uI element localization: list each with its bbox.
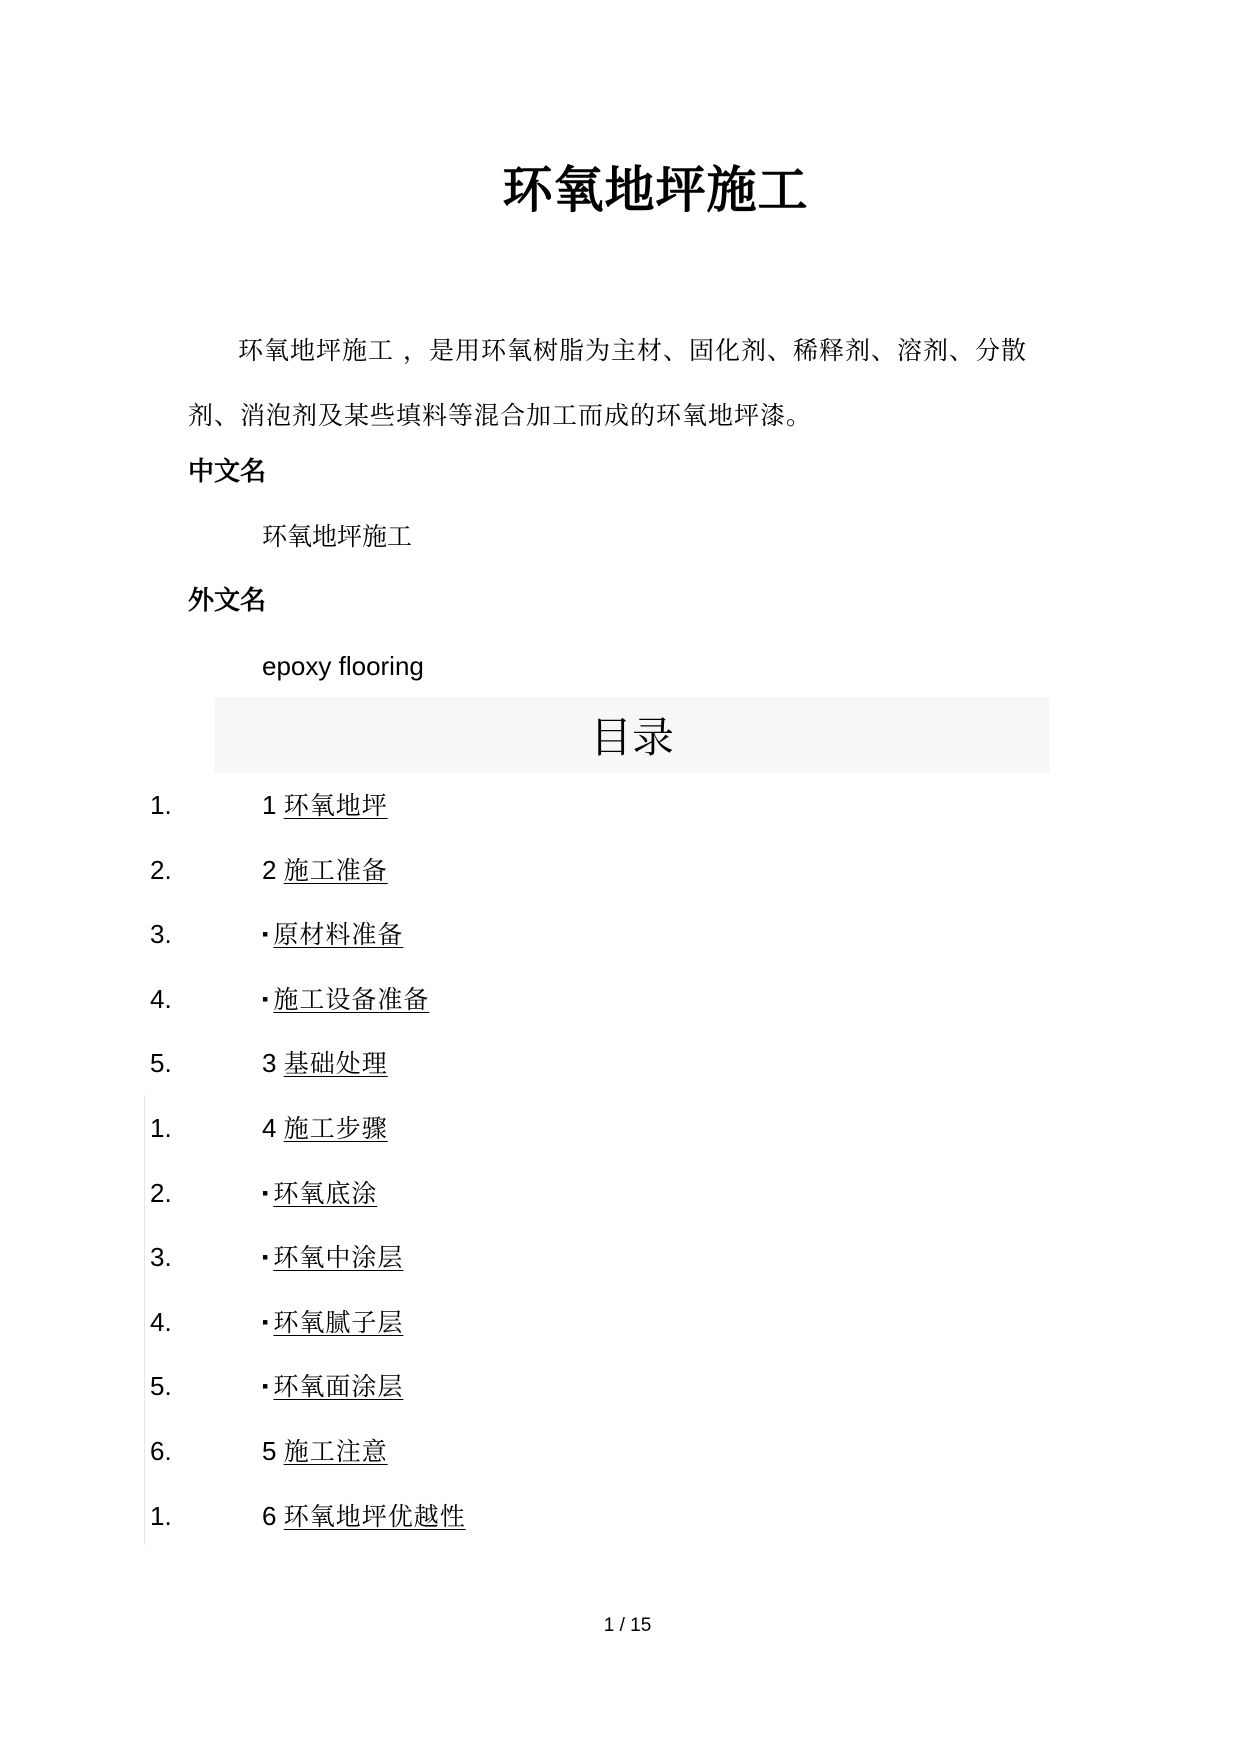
toc-item-prefix: 2 <box>262 854 284 885</box>
toc-item <box>0 1172 1241 1237</box>
toc-item-number: 1. <box>150 1500 172 1531</box>
toc-item <box>0 1495 1241 1560</box>
toc-item-entry <box>262 913 403 956</box>
toc-item-prefix: 5 <box>262 1435 284 1466</box>
toc-item-number: 4. <box>150 983 172 1014</box>
toc-item <box>0 784 1241 849</box>
toc-item-number: 4. <box>150 1306 172 1337</box>
toc-item-entry <box>262 1301 403 1344</box>
toc-item-number: 3. <box>150 1242 172 1273</box>
toc-item-prefix: 4 <box>262 1112 284 1143</box>
chinese-name-label: 中文名 <box>188 457 267 487</box>
toc-item-entry <box>262 849 388 892</box>
toc-header-box <box>215 697 1049 773</box>
chinese-name-value: 环氧地坪施工 <box>262 522 413 551</box>
toc-link-middle-coat[interactable]: 环氧中涂层 <box>273 1243 404 1273</box>
toc-link-primer[interactable]: 环氧底涂 <box>273 1178 378 1208</box>
toc-bullet-icon: ▪ <box>262 1376 274 1397</box>
page-title: 环氧地坪施工 <box>502 160 809 219</box>
toc-item <box>0 913 1241 978</box>
toc-item-prefix: 3 <box>262 1048 284 1079</box>
toc-bullet-icon: ▪ <box>262 988 274 1009</box>
toc-item-entry <box>262 978 429 1021</box>
toc-item <box>0 1107 1241 1172</box>
toc-item-number: 2. <box>150 854 172 885</box>
toc-link-putty-layer[interactable]: 环氧腻子层 <box>273 1307 404 1337</box>
toc-item-entry <box>262 1365 403 1408</box>
toc-item <box>0 1301 1241 1366</box>
toc-link-base-treatment[interactable]: 基础处理 <box>283 1049 388 1079</box>
toc-link-preparation[interactable]: 施工准备 <box>283 855 388 885</box>
toc-item-entry <box>262 1236 403 1279</box>
toc-item-number: 2. <box>150 1177 172 1208</box>
toc-item-number: 5. <box>150 1048 172 1079</box>
toc-item <box>0 1365 1241 1430</box>
toc-bullet-icon: ▪ <box>262 1247 274 1268</box>
toc-item-prefix: 1 <box>262 790 284 820</box>
toc-item <box>0 978 1241 1043</box>
foreign-name-label: 外文名 <box>188 586 267 616</box>
page-number: 1 / 15 <box>603 1615 652 1636</box>
toc-list <box>0 784 1241 1559</box>
toc-item-number: 1. <box>150 790 172 820</box>
toc-item <box>0 1430 1241 1495</box>
toc-link-epoxy-floor[interactable]: 环氧地坪 <box>283 791 388 820</box>
toc-item <box>0 1236 1241 1301</box>
toc-item-number: 6. <box>150 1435 172 1466</box>
toc-item-entry <box>262 784 388 827</box>
toc-link-top-coat[interactable]: 环氧面涂层 <box>273 1372 404 1402</box>
toc-link-raw-materials[interactable]: 原材料准备 <box>273 920 404 950</box>
toc-link-steps[interactable]: 施工步骤 <box>283 1113 388 1143</box>
toc-item-number: 1. <box>150 1112 172 1143</box>
toc-item-entry <box>262 1172 377 1215</box>
toc-item-entry <box>262 1042 388 1085</box>
toc-link-advantages[interactable]: 环氧地坪优越性 <box>283 1501 466 1531</box>
toc-item <box>0 1042 1241 1107</box>
toc-item-entry <box>262 1430 388 1473</box>
toc-bullet-icon: ▪ <box>262 1311 274 1332</box>
toc-bullet-icon: ▪ <box>262 924 274 945</box>
intro-paragraph: 环氧地坪施工 ，是用环氧树脂为主材、固化剂、稀释剂、溶剂、分散剂、消泡剂及某些填料等混合加工而成的环氧地坪漆。 <box>188 336 1027 430</box>
toc-link-equipment[interactable]: 施工设备准备 <box>273 984 430 1014</box>
foreign-name-value: epoxy flooring <box>262 651 424 681</box>
toc-item-number: 3. <box>150 919 172 950</box>
toc-link-precautions[interactable]: 施工注意 <box>283 1436 388 1466</box>
toc-item <box>0 849 1241 914</box>
toc-bullet-icon: ▪ <box>262 1182 274 1203</box>
toc-item-entry <box>262 1495 466 1538</box>
toc-title: 目录 <box>589 713 674 762</box>
toc-item-prefix: 6 <box>262 1500 284 1531</box>
toc-item-entry <box>262 1107 388 1150</box>
toc-item-number: 5. <box>150 1371 172 1402</box>
